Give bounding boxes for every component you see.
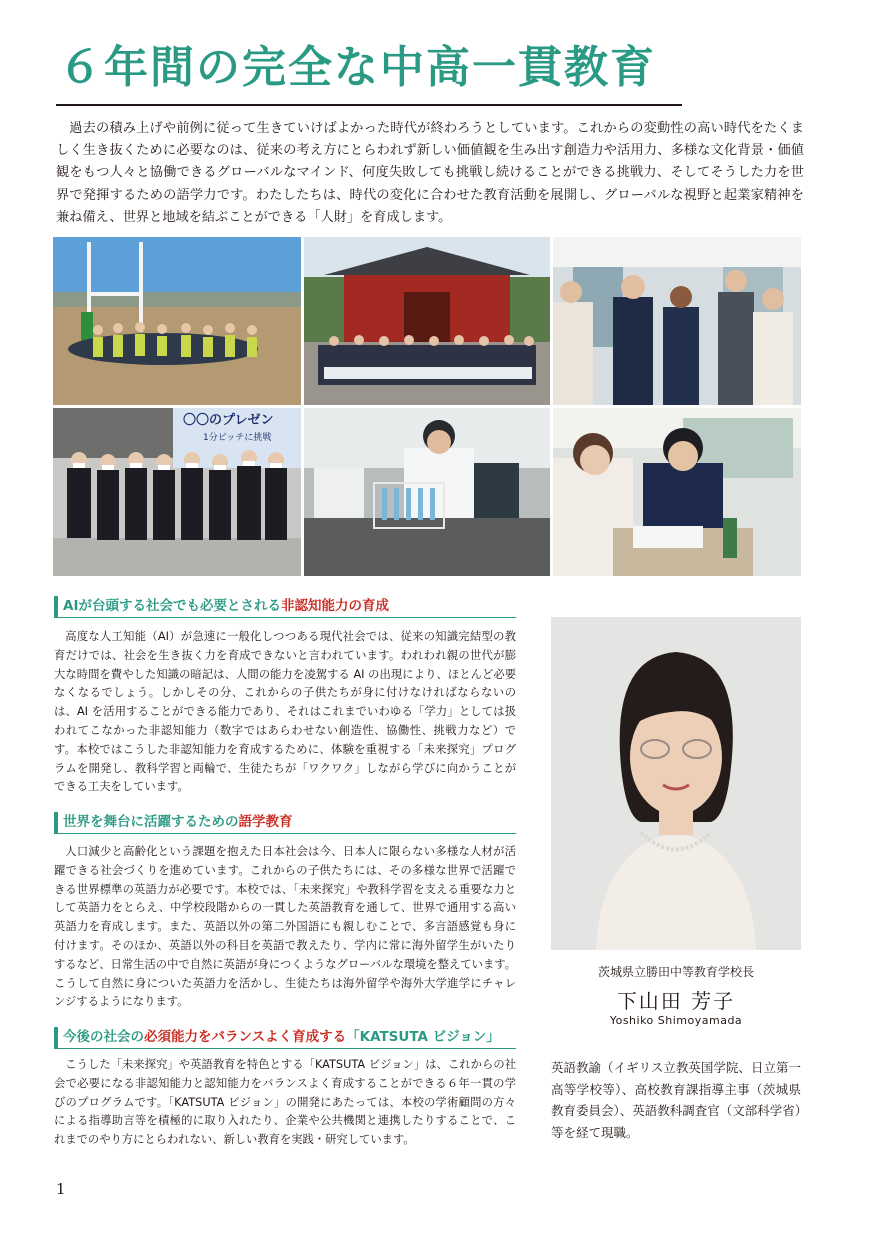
page-title: ６年間の完全な中高一貫教育	[58, 42, 656, 93]
intro-paragraph: 過去の積み上げや前例に従って生きていけばよかった時代が終わろうとしています。これからの変動性の高い時代をたくましく生き抜くために必要なのは、従来の考え方にとらわれず新しい価値観を生み出す創造力や活用力、多様な文化背景・価値観をもつ人々と協働できるグローバルなマインド、何度失敗しても挑戦し続けることができる挑戦力、そしてそうした力を世界で発揮するための語学力です。わたしたちは、時代の変化に合わせた教育活動を展開し、グローバルな視野と起業家精神を兼ね備え、世界と地域を結ぶことができる「人財」を育成します。	[56, 121, 804, 225]
heading-highlight: 必須能力をバランスよく育成する	[144, 1029, 347, 1045]
photo-presentation	[53, 408, 301, 576]
section-heading-language	[54, 812, 516, 834]
heading-text: AIが台頭する社会でも必要とされる	[63, 598, 281, 614]
principal-portrait	[551, 617, 801, 950]
principal-name-roman: Yoshiko Shimoyamada	[609, 1014, 743, 1027]
section-body-language: 人口減少と高齢化という課題を抱えた日本社会は今、日本人に限らない多様な人材が活躍できる社会づくりを進めています。これからの子供たちには、その多様な世界で活躍できる世界標準の英語力が必要です。本校では、「未来探究」や教科学習を支える重要な力として英語力をとらえ、中学校段階からの一貫した英語教育を通して、世界で通用する高い英語力を育成します。また、英語以外の第二外国語にも親しむことで、多言語感覚も身に付けます。そのほか、英語以外の科目を英語で教えたり、学内に常に海外留学生がいたりするなど、日常生活の中で自然に英語が身につくようなグローバルな環境を整えています。こうして自然に身についた英語力を活かし、生徒たちは海外留学や海外大学進学にチャレンジするようになります。	[54, 845, 516, 1009]
photo-lab	[304, 408, 550, 576]
principal-bio: 英語教諭（イギリス立教英国学院、日立第一高等学校等）、高校教育課指導主事（茨城県教育委員会）、英語教科調査官（文部科学省）等を経て現職。	[551, 1060, 802, 1140]
section-body-noncognitive: 高度な人工知能（AI）が急速に一般化しつつある現代社会では、従来の知識完結型の教育だけでは、社会を生き抜く力を育成できないと言われています。われわれ親の世代が膨大な時間を費やした知識の暗記は、人間の能力を凌駕する AI の出現により、ほとんど必要なくなるでしょう。しかしその分、これからの子供たちが身に付けなければならないのは、AI を活用することができる能力であり、それはこれまでいわゆる「学力」としては扱われてこなかった非認知能力（数字ではあらわせない創造性、協働性、挑戦力など）です。本校ではこうした非認知能力を育成するために、体験を重視する「未来探究」プログラムを開発し、教科学習と両輪で、生徒たちが「ワクワク」しながら学びに向かうことができる工夫をしています。	[54, 630, 516, 794]
screen-subtitle: 1分ピッチに挑戦	[203, 433, 272, 443]
heading-text: 世界を舞台に活躍するための	[63, 814, 239, 830]
heading-highlight: 語学教育	[238, 814, 293, 830]
heading-text: 今後の社会の	[63, 1029, 144, 1045]
page-number: 1	[56, 1180, 66, 1198]
photo-hallway	[553, 237, 801, 405]
section-heading-vision	[54, 1027, 516, 1049]
photo-lesson	[553, 408, 801, 576]
screen-title: 〇〇のプレゼン	[183, 413, 274, 428]
photo-red-gate	[304, 237, 550, 405]
photo-collage	[53, 237, 801, 576]
principal-name: 下山田 芳子	[616, 989, 736, 1013]
principal-title: 茨城県立勝田中等教育学校長	[597, 965, 754, 979]
heading-highlight: 非認知能力の育成	[280, 598, 389, 614]
photo-rugby	[53, 237, 301, 405]
section-body-vision: こうした「未来探究」や英語教育を特色とする「KATSUTA ビジョン」は、これからの社会で必要になる非認知能力と認知能力をバランスよく育成することができる６年一貫の学びのプログラムです。「KATSUTA ビジョン」の開発にあたっては、本校の学術顧問の方々による指導助言等を積極的に取り入れたり、企業や公共機関と連携したりすることで、これまでのやり方にとらわれない、新しい教育を実践・研究しています。	[54, 1058, 516, 1147]
section-heading-noncognitive	[54, 596, 516, 618]
heading-vision-name: 「KATSUTA ビジョン」	[346, 1029, 500, 1045]
title-underline	[56, 104, 682, 106]
